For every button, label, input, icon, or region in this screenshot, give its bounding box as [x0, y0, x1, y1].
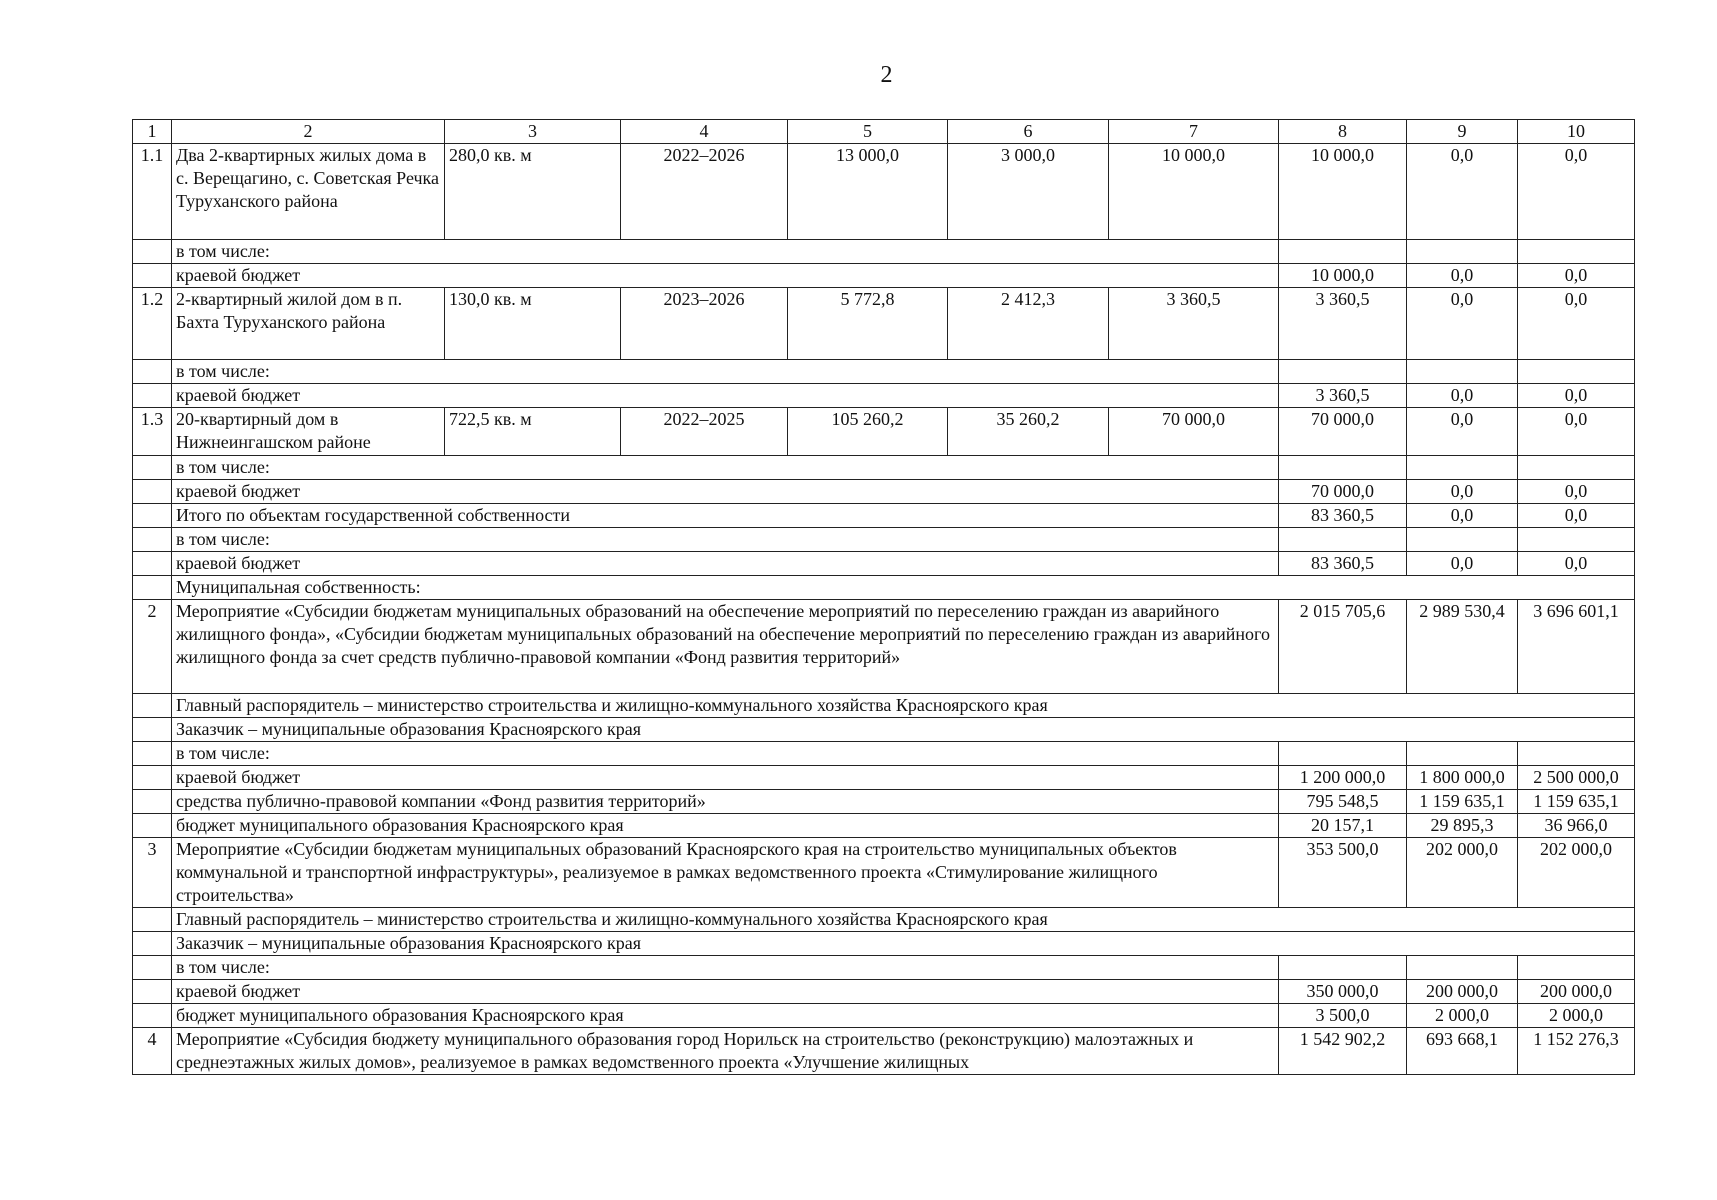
cell-col8: 3 360,5 — [1279, 384, 1407, 408]
cell-col6: 2 412,3 — [948, 288, 1109, 360]
table-header-row — [133, 120, 1635, 144]
header-cell: 3 — [445, 120, 621, 144]
cell-col8: 70 000,0 — [1279, 408, 1407, 456]
table-row — [133, 576, 1635, 600]
table-row — [133, 552, 1635, 576]
row-index: 1.3 — [133, 408, 172, 456]
object-period: 2022–2026 — [621, 144, 788, 240]
main-manager: Главный распорядитель – министерство строительства и жилищно-коммунального хозяйства Красноярского края — [172, 908, 1635, 932]
including-label: в том числе: — [172, 956, 1279, 980]
header-cell: 5 — [788, 120, 948, 144]
measure-text: Мероприятие «Субсидии бюджетам муниципальных образований на обеспечение мероприятий по переселению граждан из аварийного жилищного фонда», «Субсидии бюджетам муниципальных образований на обеспечение мероприятий по переселению граждан из аварийного жилищного фонда за счет средств публично-правовой компании «Фонд развития территорий» — [172, 600, 1279, 694]
measure-text: Мероприятие «Субсидии бюджетам муниципальных образований Красноярского края на строительство муниципальных объектов коммунальной и транспортной инфраструктуры», реализуемое в рамках ведомственного проекта «Стимулирование жилищного строительства» — [172, 838, 1279, 908]
table-row — [133, 504, 1635, 528]
source-label: бюджет муниципального образования Красноярского края — [172, 1004, 1279, 1028]
object-area: 130,0 кв. м — [445, 288, 621, 360]
cell-col10: 200 000,0 — [1518, 980, 1635, 1004]
header-cell: 6 — [948, 120, 1109, 144]
object-name: 2-квартирный жилой дом в п. Бахта Туруханского района — [172, 288, 445, 360]
including-label: в том числе: — [172, 742, 1279, 766]
cell-col7: 10 000,0 — [1109, 144, 1279, 240]
including-label: в том числе: — [172, 240, 1279, 264]
page-number: 2 — [880, 62, 893, 88]
table-row — [133, 240, 1635, 264]
row-index: 1.1 — [133, 144, 172, 240]
source-label: краевой бюджет — [172, 264, 1279, 288]
source-label: краевой бюджет — [172, 980, 1279, 1004]
cell-col8: 10 000,0 — [1279, 144, 1407, 240]
source-label: краевой бюджет — [172, 552, 1279, 576]
table-row — [133, 408, 1635, 456]
table-row — [133, 908, 1635, 932]
cell-col9: 29 895,3 — [1407, 814, 1518, 838]
table-row — [133, 766, 1635, 790]
cell-col5: 13 000,0 — [788, 144, 948, 240]
cell-col8: 83 360,5 — [1279, 504, 1407, 528]
object-name: 20-квартирный дом в Нижнеингашском районе — [172, 408, 445, 456]
table-row — [133, 814, 1635, 838]
cell-col10: 0,0 — [1518, 504, 1635, 528]
source-label: краевой бюджет — [172, 384, 1279, 408]
cell-col8: 2 015 705,6 — [1279, 600, 1407, 694]
including-label: в том числе: — [172, 456, 1279, 480]
table-row — [133, 360, 1635, 384]
table-row — [133, 384, 1635, 408]
table-row — [133, 264, 1635, 288]
header-cell: 8 — [1279, 120, 1407, 144]
source-label: краевой бюджет — [172, 766, 1279, 790]
cell-col10: 1 159 635,1 — [1518, 790, 1635, 814]
cell-col10: 2 500 000,0 — [1518, 766, 1635, 790]
table-row — [133, 288, 1635, 360]
cell-col7: 70 000,0 — [1109, 408, 1279, 456]
table-row — [133, 528, 1635, 552]
cell-col9: 0,0 — [1407, 480, 1518, 504]
cell-col10: 0,0 — [1518, 264, 1635, 288]
cell-col10: 0,0 — [1518, 552, 1635, 576]
source-label: бюджет муниципального образования Красноярского края — [172, 814, 1279, 838]
cell-col9: 0,0 — [1407, 384, 1518, 408]
cell-col8: 3 500,0 — [1279, 1004, 1407, 1028]
object-area: 722,5 кв. м — [445, 408, 621, 456]
cell-col8: 1 200 000,0 — [1279, 766, 1407, 790]
table-row — [133, 956, 1635, 980]
table-row — [133, 144, 1635, 240]
table-row — [133, 742, 1635, 766]
table-row — [133, 480, 1635, 504]
header-cell: 9 — [1407, 120, 1518, 144]
cell-col8: 10 000,0 — [1279, 264, 1407, 288]
including-label: в том числе: — [172, 360, 1279, 384]
cell-col10: 0,0 — [1518, 480, 1635, 504]
row-index: 4 — [133, 1028, 172, 1075]
object-period: 2023–2026 — [621, 288, 788, 360]
row-index: 1.2 — [133, 288, 172, 360]
header-cell: 10 — [1518, 120, 1635, 144]
section-label: Муниципальная собственность: — [172, 576, 1635, 600]
cell-col10: 0,0 — [1518, 288, 1635, 360]
measure-text: Мероприятие «Субсидия бюджету муниципального образования город Норильск на строительство (реконструкцию) малоэтажных и среднеэтажных жилых домов», реализуемое в рамках ведомственного проекта «Улучшение жилищных — [172, 1028, 1279, 1075]
row-index: 3 — [133, 838, 172, 908]
cell-col9: 693 668,1 — [1407, 1028, 1518, 1075]
cell-col9: 0,0 — [1407, 552, 1518, 576]
cell-col9: 0,0 — [1407, 288, 1518, 360]
cell-col6: 3 000,0 — [948, 144, 1109, 240]
table-row — [133, 1028, 1635, 1075]
cell-col10: 202 000,0 — [1518, 838, 1635, 908]
cell-col9: 1 800 000,0 — [1407, 766, 1518, 790]
object-area: 280,0 кв. м — [445, 144, 621, 240]
table-row — [133, 600, 1635, 694]
main-manager: Главный распорядитель – министерство строительства и жилищно-коммунального хозяйства Красноярского края — [172, 694, 1635, 718]
cell-col9: 200 000,0 — [1407, 980, 1518, 1004]
cell-col10: 3 696 601,1 — [1518, 600, 1635, 694]
source-label: средства публично-правовой компании «Фонд развития территорий» — [172, 790, 1279, 814]
cell-col9: 0,0 — [1407, 264, 1518, 288]
cell-col9: 202 000,0 — [1407, 838, 1518, 908]
cell-col9: 0,0 — [1407, 408, 1518, 456]
table-row — [133, 718, 1635, 742]
cell-col8: 20 157,1 — [1279, 814, 1407, 838]
cell-col7: 3 360,5 — [1109, 288, 1279, 360]
table-row — [133, 790, 1635, 814]
cell-col9: 1 159 635,1 — [1407, 790, 1518, 814]
cell-col8: 353 500,0 — [1279, 838, 1407, 908]
total-label: Итого по объектам государственной собственности — [172, 504, 1279, 528]
header-cell: 2 — [172, 120, 445, 144]
row-index: 2 — [133, 600, 172, 694]
table-row — [133, 932, 1635, 956]
cell-col10: 0,0 — [1518, 384, 1635, 408]
cell-col8: 83 360,5 — [1279, 552, 1407, 576]
table-row — [133, 1004, 1635, 1028]
header-cell: 1 — [133, 120, 172, 144]
cell-col8: 3 360,5 — [1279, 288, 1407, 360]
object-name: Два 2-квартирных жилых дома в с. Верещагино, с. Советская Речка Туруханского района — [172, 144, 445, 240]
cell-col8: 1 542 902,2 — [1279, 1028, 1407, 1075]
object-period: 2022–2025 — [621, 408, 788, 456]
cell-col9: 0,0 — [1407, 144, 1518, 240]
cell-col6: 35 260,2 — [948, 408, 1109, 456]
header-cell: 7 — [1109, 120, 1279, 144]
including-label: в том числе: — [172, 528, 1279, 552]
customer: Заказчик – муниципальные образования Красноярского края — [172, 718, 1635, 742]
table-row — [133, 456, 1635, 480]
cell-col10: 0,0 — [1518, 144, 1635, 240]
cell-col10: 1 152 276,3 — [1518, 1028, 1635, 1075]
cell-col9: 0,0 — [1407, 504, 1518, 528]
cell-col8: 795 548,5 — [1279, 790, 1407, 814]
table-row — [133, 838, 1635, 908]
table-row — [133, 980, 1635, 1004]
budget-table — [132, 119, 1635, 1075]
cell-col9: 2 000,0 — [1407, 1004, 1518, 1028]
cell-col10: 36 966,0 — [1518, 814, 1635, 838]
cell-col5: 5 772,8 — [788, 288, 948, 360]
cell-col9: 2 989 530,4 — [1407, 600, 1518, 694]
cell-col10: 0,0 — [1518, 408, 1635, 456]
cell-col10: 2 000,0 — [1518, 1004, 1635, 1028]
cell-col8: 70 000,0 — [1279, 480, 1407, 504]
header-cell: 4 — [621, 120, 788, 144]
source-label: краевой бюджет — [172, 480, 1279, 504]
cell-col5: 105 260,2 — [788, 408, 948, 456]
cell-col8: 350 000,0 — [1279, 980, 1407, 1004]
customer: Заказчик – муниципальные образования Красноярского края — [172, 932, 1635, 956]
table-row — [133, 694, 1635, 718]
